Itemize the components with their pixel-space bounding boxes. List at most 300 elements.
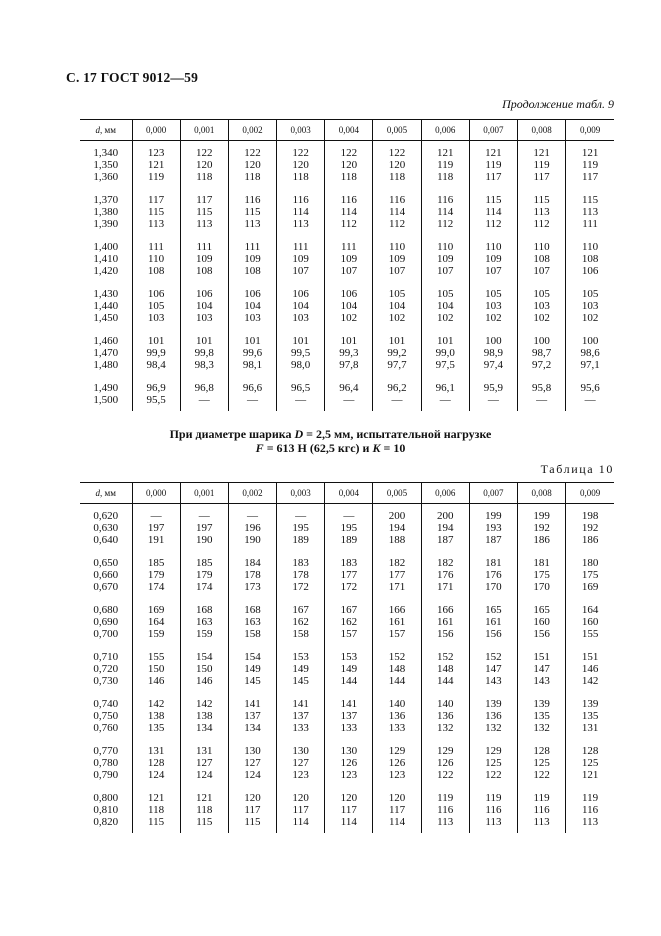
table-row [80, 616, 614, 628]
hardness-cell: 143 [469, 675, 517, 687]
column-header: 0,003 [277, 483, 325, 504]
hardness-cell: 102 [325, 312, 373, 324]
table-row [80, 194, 614, 206]
spacer-cell [373, 324, 421, 335]
spacer-cell [518, 546, 566, 557]
hardness-cell: 115 [518, 194, 566, 206]
table-row [80, 141, 614, 160]
hardness-cell: 128 [566, 745, 614, 757]
table-row [80, 804, 614, 816]
hardness-cell: 107 [421, 265, 469, 277]
spacer-cell [421, 371, 469, 382]
hardness-cell: 139 [469, 698, 517, 710]
diameter-cell: 1,340 [93, 147, 119, 159]
table-row [80, 663, 614, 675]
hardness-cell: 147 [469, 663, 517, 675]
diameter-cell: 0,690 [93, 616, 119, 628]
table-row [80, 394, 614, 411]
diameter-cell: 0,790 [93, 769, 119, 781]
hardness-cell: 171 [373, 581, 421, 593]
hardness-cell: 115 [469, 194, 517, 206]
hardness-cell: 103 [228, 312, 276, 324]
table-row [80, 206, 614, 218]
hardness-cell: 129 [421, 745, 469, 757]
spacer-cell [421, 277, 469, 288]
hardness-cell: 163 [180, 616, 228, 628]
hardness-cell: 95,9 [469, 382, 517, 394]
table-row [80, 159, 614, 171]
hardness-cell: 149 [325, 663, 373, 675]
spacer-cell [228, 183, 276, 194]
hardness-cell: 132 [421, 722, 469, 734]
hardness-cell: 164 [132, 616, 180, 628]
hardness-cell: 122 [469, 769, 517, 781]
spacer-cell [180, 324, 228, 335]
hardness-cell: 118 [228, 171, 276, 183]
spacer-cell [132, 183, 180, 194]
hardness-cell: 114 [469, 206, 517, 218]
hardness-cell: 137 [277, 710, 325, 722]
hardness-cell: 96,9 [132, 382, 180, 394]
hardness-cell: 137 [325, 710, 373, 722]
hardness-cell: 185 [132, 557, 180, 569]
hardness-cell: 152 [469, 651, 517, 663]
spacer-cell [277, 687, 325, 698]
hardness-cell: 145 [277, 675, 325, 687]
spacer-cell [228, 687, 276, 698]
hardness-cell: 199 [518, 504, 566, 523]
column-header: 0,006 [421, 483, 469, 504]
spacer-cell [421, 640, 469, 651]
spacer-cell [421, 734, 469, 745]
diameter-cell: 0,800 [93, 792, 119, 804]
hardness-cell: 150 [180, 663, 228, 675]
hardness-cell: 111 [228, 241, 276, 253]
hardness-cell: 114 [325, 816, 373, 833]
diameter-cell: 1,350 [93, 159, 119, 171]
hardness-cell: 162 [277, 616, 325, 628]
hardness-cell: 162 [325, 616, 373, 628]
column-header: 0,000 [132, 120, 180, 141]
group-spacer [80, 324, 614, 335]
hardness-cell: 136 [421, 710, 469, 722]
hardness-cell: — [180, 394, 228, 411]
hardness-cell: 172 [325, 581, 373, 593]
hardness-cell: 116 [421, 804, 469, 816]
hardness-cell: 138 [180, 710, 228, 722]
hardness-cell: 111 [566, 218, 614, 230]
hardness-cell: 125 [469, 757, 517, 769]
hardness-cell: 106 [325, 288, 373, 300]
hardness-cell: 175 [518, 569, 566, 581]
hardness-cell: 149 [228, 663, 276, 675]
hardness-cell: 105 [566, 288, 614, 300]
hardness-cell: 119 [566, 159, 614, 171]
hardness-cell: 114 [325, 206, 373, 218]
spacer-cell [180, 781, 228, 792]
hardness-cell: 108 [518, 253, 566, 265]
hardness-cell: 131 [132, 745, 180, 757]
hardness-cell: 144 [325, 675, 373, 687]
hardness-cell: 105 [469, 288, 517, 300]
hardness-cell: 144 [373, 675, 421, 687]
hardness-cell: 101 [373, 335, 421, 347]
hardness-cell: 95,8 [518, 382, 566, 394]
diameter-cell: 1,410 [93, 253, 119, 265]
hardness-cell: 119 [518, 159, 566, 171]
hardness-cell: 112 [325, 218, 373, 230]
table-row [80, 359, 614, 371]
hardness-cell: 187 [421, 534, 469, 546]
table-header [80, 483, 614, 504]
spacer-cell [469, 687, 517, 698]
hardness-cell: 103 [180, 312, 228, 324]
hardness-cell: 161 [469, 616, 517, 628]
column-header: 0,004 [325, 483, 373, 504]
hardness-cell: 116 [518, 804, 566, 816]
hardness-cell: 97,2 [518, 359, 566, 371]
column-header: 0,008 [518, 120, 566, 141]
spacer-cell [228, 546, 276, 557]
hardness-cell: 113 [518, 206, 566, 218]
column-header: 0,009 [566, 120, 614, 141]
hardness-cell: — [325, 394, 373, 411]
hardness-cell: 156 [469, 628, 517, 640]
diameter-cell: 1,480 [93, 359, 119, 371]
diameter-cell: 1,370 [93, 194, 119, 206]
hardness-cell: 182 [421, 557, 469, 569]
hardness-cell: 114 [277, 206, 325, 218]
spacer-cell [373, 371, 421, 382]
column-header: 0,003 [277, 120, 325, 141]
hardness-cell: 151 [566, 651, 614, 663]
spacer-cell [180, 371, 228, 382]
hardness-cell: — [469, 394, 517, 411]
hardness-cell: 142 [566, 675, 614, 687]
spacer-cell [132, 277, 180, 288]
hardness-cell: 129 [373, 745, 421, 757]
hardness-cell: 113 [277, 218, 325, 230]
hardness-cell: 168 [228, 604, 276, 616]
header-row [80, 483, 614, 504]
spacer-cell [228, 734, 276, 745]
hardness-cell: 106 [228, 288, 276, 300]
hardness-cell: 117 [518, 171, 566, 183]
hardness-cell: 128 [132, 757, 180, 769]
hardness-cell: 160 [566, 616, 614, 628]
hardness-cell: 119 [469, 792, 517, 804]
hardness-cell: 117 [132, 194, 180, 206]
hardness-cell: 123 [132, 141, 180, 160]
group-spacer [80, 734, 614, 745]
hardness-cell: 130 [325, 745, 373, 757]
hardness-cell: 106 [180, 288, 228, 300]
hardness-cell: 139 [566, 698, 614, 710]
hardness-cell: 102 [373, 312, 421, 324]
hardness-cell: 114 [373, 816, 421, 833]
table-row [80, 382, 614, 394]
spacer-cell [277, 734, 325, 745]
hardness-cell: 120 [373, 159, 421, 171]
table-row [80, 581, 614, 593]
table-row [80, 710, 614, 722]
hardness-cell: 122 [518, 769, 566, 781]
spacer-cell [566, 546, 614, 557]
diameter-cell: 1,450 [93, 312, 119, 324]
hardness-cell: 111 [180, 241, 228, 253]
hardness-cell: 99,5 [277, 347, 325, 359]
hardness-cell: 113 [469, 816, 517, 833]
hardness-cell: 116 [566, 804, 614, 816]
hardness-cell: 191 [132, 534, 180, 546]
caption-text: = 613 Н (62,5 кгс) и [263, 441, 373, 455]
hardness-cell: 161 [373, 616, 421, 628]
hardness-cell: 110 [566, 241, 614, 253]
hardness-cell: 133 [277, 722, 325, 734]
hardness-cell: 121 [518, 141, 566, 160]
hardness-cell: 147 [518, 663, 566, 675]
spacer-cell [80, 371, 132, 382]
hardness-cell: 114 [373, 206, 421, 218]
hardness-cell: 199 [469, 504, 517, 523]
hardness-cell: 95,5 [132, 394, 180, 411]
hardness-cell: 140 [373, 698, 421, 710]
spacer-cell [277, 277, 325, 288]
hardness-cell: 110 [132, 253, 180, 265]
spacer-cell [566, 593, 614, 604]
spacer-cell [566, 640, 614, 651]
spacer-cell [277, 324, 325, 335]
hardness-cell: 120 [277, 792, 325, 804]
hardness-cell: 163 [228, 616, 276, 628]
hardness-cell: 164 [566, 604, 614, 616]
hardness-cell: 121 [180, 792, 228, 804]
hardness-cell: 192 [518, 522, 566, 534]
hardness-cell: 96,5 [277, 382, 325, 394]
table-row [80, 241, 614, 253]
hardness-cell: — [228, 504, 276, 523]
hardness-cell: 123 [277, 769, 325, 781]
group-spacer [80, 781, 614, 792]
table-10-caption [0, 427, 661, 455]
hardness-cell: 156 [421, 628, 469, 640]
hardness-cell: 103 [566, 300, 614, 312]
hardness-cell: 192 [566, 522, 614, 534]
hardness-cell: 102 [469, 312, 517, 324]
spacer-cell [277, 781, 325, 792]
spacer-cell [325, 640, 373, 651]
diameter-cell: 1,400 [93, 241, 119, 253]
hardness-cell: 142 [180, 698, 228, 710]
hardness-cell: 104 [228, 300, 276, 312]
spacer-cell [228, 781, 276, 792]
hardness-table-9 [80, 119, 614, 411]
table-row [80, 604, 614, 616]
hardness-cell: 101 [132, 335, 180, 347]
hardness-cell: 135 [132, 722, 180, 734]
hardness-cell: 193 [469, 522, 517, 534]
hardness-cell: 190 [180, 534, 228, 546]
hardness-cell: 119 [518, 792, 566, 804]
spacer-cell [325, 277, 373, 288]
table-row [80, 504, 614, 523]
hardness-cell: 170 [469, 581, 517, 593]
hardness-cell: 115 [132, 206, 180, 218]
hardness-cell: 117 [566, 171, 614, 183]
hardness-cell: 107 [469, 265, 517, 277]
spacer-cell [277, 183, 325, 194]
diameter-cell: 0,810 [93, 804, 119, 816]
table-row [80, 253, 614, 265]
hardness-cell: 139 [518, 698, 566, 710]
hardness-cell: 96,1 [421, 382, 469, 394]
hardness-cell: 178 [277, 569, 325, 581]
column-header: 0,005 [373, 120, 421, 141]
hardness-cell: — [228, 394, 276, 411]
spacer-cell [421, 324, 469, 335]
header-var-d: d [95, 125, 101, 135]
table-row [80, 300, 614, 312]
hardness-cell: 186 [518, 534, 566, 546]
hardness-cell: 99,3 [325, 347, 373, 359]
group-spacer [80, 546, 614, 557]
spacer-cell [566, 183, 614, 194]
spacer-cell [421, 687, 469, 698]
hardness-cell: 143 [518, 675, 566, 687]
hardness-cell: 108 [228, 265, 276, 277]
spacer-cell [80, 781, 132, 792]
hardness-cell: 154 [180, 651, 228, 663]
hardness-cell: 155 [566, 628, 614, 640]
table-row [80, 534, 614, 546]
hardness-cell: 130 [277, 745, 325, 757]
spacer-cell [325, 546, 373, 557]
diameter-cell: 0,710 [93, 651, 119, 663]
hardness-cell: 146 [132, 675, 180, 687]
hardness-cell: 121 [132, 159, 180, 171]
spacer-cell [80, 277, 132, 288]
hardness-cell: 180 [566, 557, 614, 569]
hardness-cell: 149 [277, 663, 325, 675]
spacer-cell [325, 593, 373, 604]
hardness-cell: 96,8 [180, 382, 228, 394]
hardness-cell: 98,4 [132, 359, 180, 371]
hardness-cell: 118 [180, 804, 228, 816]
hardness-cell: 117 [180, 194, 228, 206]
hardness-cell: — [325, 504, 373, 523]
hardness-cell: 158 [277, 628, 325, 640]
diameter-cell: 0,740 [93, 698, 119, 710]
hardness-cell: 101 [325, 335, 373, 347]
hardness-cell: 176 [421, 569, 469, 581]
hardness-cell: 161 [421, 616, 469, 628]
spacer-cell [277, 371, 325, 382]
group-spacer [80, 371, 614, 382]
spacer-cell [180, 687, 228, 698]
hardness-cell: 96,4 [325, 382, 373, 394]
diameter-cell: 0,650 [93, 557, 119, 569]
spacer-cell [421, 230, 469, 241]
table-row [80, 651, 614, 663]
diameter-cell: 0,700 [93, 628, 119, 640]
spacer-cell [180, 183, 228, 194]
hardness-cell: 98,6 [566, 347, 614, 359]
hardness-cell: 166 [373, 604, 421, 616]
table-row [80, 347, 614, 359]
hardness-cell: 167 [277, 604, 325, 616]
hardness-cell: 110 [421, 241, 469, 253]
hardness-cell: 118 [277, 171, 325, 183]
column-header: 0,004 [325, 120, 373, 141]
hardness-cell: 116 [325, 194, 373, 206]
diameter-cell: 1,430 [93, 288, 119, 300]
spacer-cell [228, 324, 276, 335]
hardness-cell: 154 [228, 651, 276, 663]
spacer-cell [518, 324, 566, 335]
table-header [80, 120, 614, 141]
diameter-cell: 1,380 [93, 206, 119, 218]
hardness-cell: 96,6 [228, 382, 276, 394]
diameter-cell: 1,390 [93, 218, 119, 230]
table-row [80, 557, 614, 569]
spacer-cell [469, 183, 517, 194]
table-body [80, 504, 614, 834]
hardness-cell: 106 [566, 265, 614, 277]
hardness-cell: 104 [421, 300, 469, 312]
spacer-cell [518, 687, 566, 698]
spacer-cell [518, 593, 566, 604]
hardness-cell: 141 [325, 698, 373, 710]
hardness-cell: 127 [228, 757, 276, 769]
hardness-cell: 110 [373, 241, 421, 253]
column-header: 0,001 [180, 120, 228, 141]
hardness-cell: — [421, 394, 469, 411]
hardness-cell: 126 [325, 757, 373, 769]
spacer-cell [325, 324, 373, 335]
caption-text: = 2,5 мм, испытательной нагрузке [303, 427, 492, 441]
hardness-cell: 189 [277, 534, 325, 546]
hardness-cell: 110 [469, 241, 517, 253]
spacer-cell [228, 371, 276, 382]
hardness-cell: — [180, 504, 228, 523]
table-row [80, 218, 614, 230]
column-header: 0,002 [228, 120, 276, 141]
spacer-cell [373, 687, 421, 698]
hardness-cell: 130 [228, 745, 276, 757]
hardness-cell: 179 [132, 569, 180, 581]
table-row [80, 675, 614, 687]
caption-text: При диаметре шарика [169, 427, 295, 441]
hardness-cell: 122 [228, 141, 276, 160]
hardness-cell: 136 [469, 710, 517, 722]
column-header: 0,002 [228, 483, 276, 504]
hardness-cell: 145 [228, 675, 276, 687]
hardness-cell: 96,2 [373, 382, 421, 394]
diameter-cell: 0,720 [93, 663, 119, 675]
hardness-cell: 120 [325, 159, 373, 171]
spacer-cell [566, 781, 614, 792]
column-header: 0,007 [469, 120, 517, 141]
hardness-table-10 [80, 482, 614, 833]
hardness-cell: 168 [180, 604, 228, 616]
hardness-cell: 200 [421, 504, 469, 523]
hardness-cell: 197 [180, 522, 228, 534]
hardness-cell: 116 [469, 804, 517, 816]
spacer-cell [325, 371, 373, 382]
hardness-cell: 146 [566, 663, 614, 675]
diameter-cell: 0,660 [93, 569, 119, 581]
hardness-cell: 179 [180, 569, 228, 581]
